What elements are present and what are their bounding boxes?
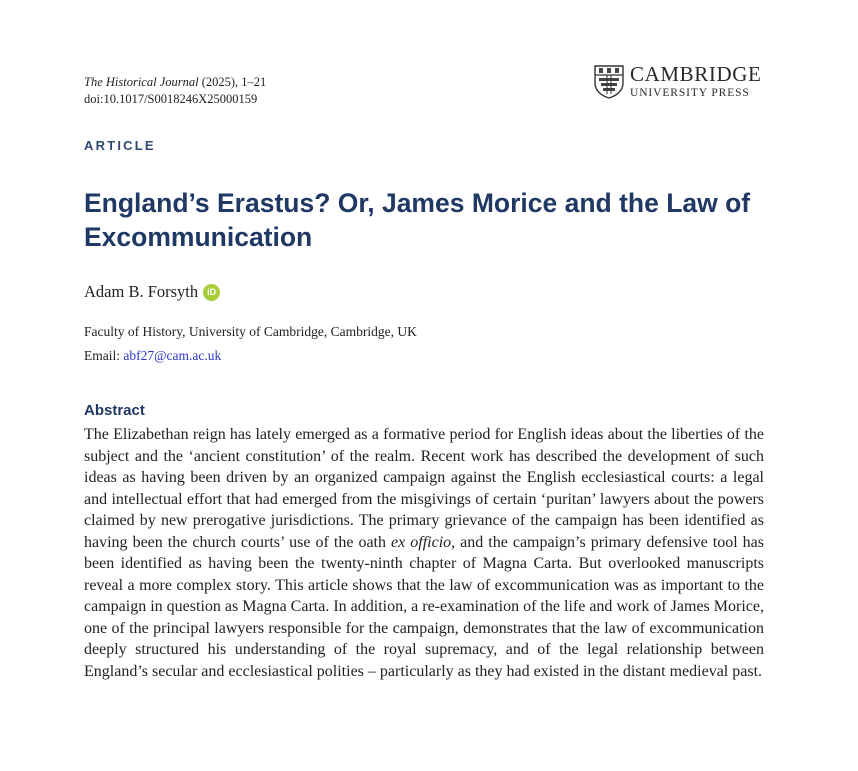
publisher-subname: UNIVERSITY PRESS	[630, 87, 750, 99]
journal-citation	[84, 74, 266, 108]
abstract-part-2: , and the campaign’s primary defensive tool has been identified as having been the twenty-ninth chapter of Magna Carta. But overlooked manuscripts reveal a more complex story. This article shows that the law of excommunication was as important to the campaign in question as Magna Carta. In addition, a re-examination of the life and work of James Morice, one of the principal lawyers responsible for the campaign, demonstrates that the law of excommunication deeply structured his understanding of the royal supremacy, and of the legal relationship between England’s secular and ecclesiastical polities – particularly as they had existed in the distant medieval past.	[84, 533, 764, 680]
publisher-name: CAMBRIDGE	[630, 62, 762, 86]
affiliation: Faculty of History, University of Cambridge, Cambridge, UK	[84, 324, 417, 339]
email-line	[84, 344, 417, 368]
publisher-wordmark	[630, 64, 761, 100]
article-type-label: ARTICLE	[84, 138, 156, 153]
cambridge-shield-icon	[594, 65, 624, 99]
publisher-logo[interactable]	[594, 64, 761, 100]
journal-doi: doi:10.1017/S0018246X25000159	[84, 92, 258, 106]
orcid-icon[interactable]: iD	[203, 284, 220, 301]
author-line	[84, 282, 220, 302]
abstract-part-1: The Elizabethan reign has lately emerged as a formative period for English ideas about the liberties of the subject and the ‘ancient constitution’ of the realm. Recent work has described the development of such ideas as having been driven by an organized campaign against the English ecclesiastical courts: a legal and intellectual effort that had emerged from the misgivings of certain ‘puritan’ lawyers about the powers claimed by new prerogative jurisdictions. The primary grievance of the campaign has been identified as having been the church courts’ use of the oath	[84, 426, 764, 551]
abstract-body	[84, 424, 764, 682]
author-name[interactable]: Adam B. Forsyth	[84, 282, 199, 301]
affiliation-block	[84, 320, 417, 368]
journal-name-line	[84, 74, 266, 91]
abstract-italic-term: ex officio	[391, 533, 452, 551]
article-title: England’s Erastus? Or, James Morice and the Law of Excommunication	[84, 188, 751, 252]
journal-year-pages: (2025), 1–21	[198, 75, 267, 89]
abstract-heading: Abstract	[84, 402, 145, 419]
email-link[interactable]: abf27@cam.ac.uk	[123, 348, 222, 363]
email-label: Email:	[84, 348, 124, 363]
journal-name: The Historical Journal	[84, 75, 199, 89]
